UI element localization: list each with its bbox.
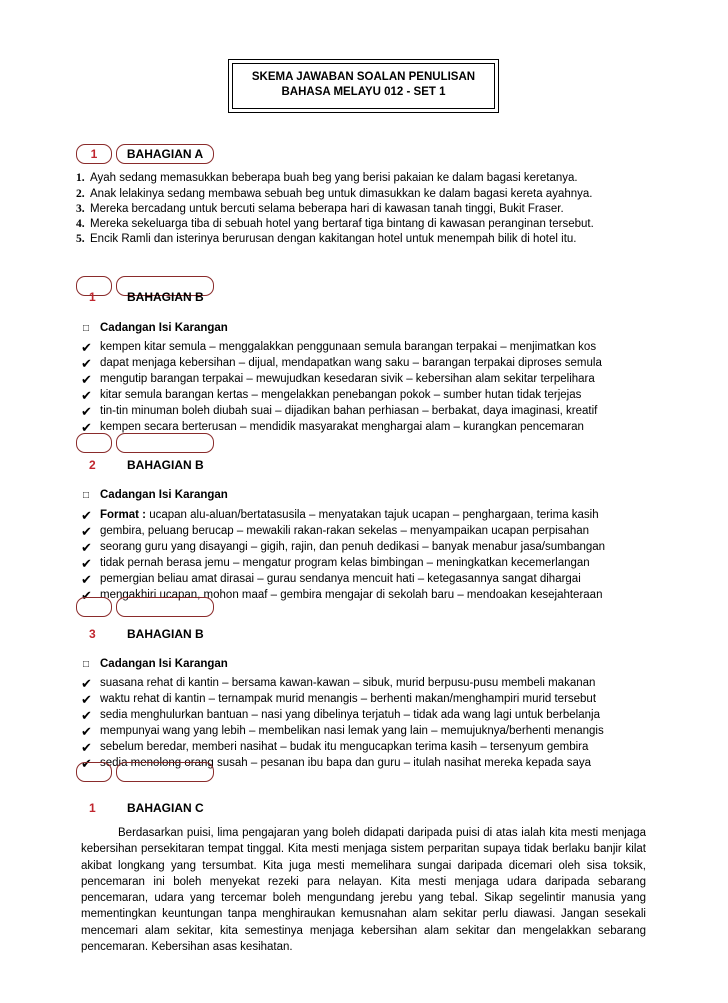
section-b2-format: Format : ucapan alu-aluan/bertatasusila – menyatakan tajuk ucapan – penghargaan, terima kasih (100, 509, 599, 521)
section-b1-item: dapat menjaga kebersihan – dijual, mendapatkan wang saku – barangan terpakai diproses semula (100, 357, 602, 369)
section-b1-item: kempen kitar semula – menggalakkan penggunaan semula barangan terpakai – menjimatkan kos (100, 341, 597, 353)
section-b2-number-box (76, 433, 112, 453)
section-b1-title: BAHAGIAN B (127, 290, 204, 304)
header-inner (232, 63, 495, 109)
section-b2-item: gembira, peluang berucap – mewakili rakan-rakan sekelas – menyampaikan ucapan perpisahan (100, 525, 590, 537)
check-icon: ✔ (81, 388, 92, 403)
section-b1-item: kempen secara berterusan – mendidik masyarakat menghargai alam – kurangkan pencemaran (100, 421, 584, 433)
section-c-title: BAHAGIAN C (127, 801, 204, 815)
section-b3-item: waktu rehat di kantin – ternampak murid menangis – berhenti makan/menghampiri murid tersebut (100, 693, 597, 705)
section-c-title-box (116, 762, 214, 782)
section-c-paragraph: Berdasarkan puisi, lima pengajaran yang boleh didapati daripada puisi di atas ialah kita mesti menjaga kebersihan persekitaran tempat tinggal. Kita mesti menjaga sistem perparitan supaya tidak berlaku banjir kilat akibat longkang yang tersumbat. Kita juga mesti memelihara sungai daripada dicemari oleh sisa toksik, pencemaran ini boleh menyekat rezeki para nelayan. Kita mesti menjaga udara daripada sebarang pencemaran, udara yang tercemar boleh mengundang jerebu yang tebal. Sikap segelintir manusia yang mementingkan keuntungan tanpa menghiraukan kemusnahan alam sekitar perlu diawasi. Jangan sesekali mencemari alam sekitar, kita semestinya menjaga kebersihan alam sekitar dan mengelakkan sebarang pencemaran. Kebersihan asas kesihatan. (81, 827, 646, 954)
section-b3-title-box (116, 597, 214, 617)
section-a-item: 5. Encik Ramli dan isterinya berurusan dengan kakitangan hotel untuk menempah bilik di hotel itu. (76, 233, 577, 245)
check-icon: ✔ (81, 708, 92, 723)
section-b2-title-box (116, 433, 214, 453)
check-icon: ✔ (81, 572, 92, 587)
section-c-number-box (76, 762, 112, 782)
section-b1-item: tin-tin minuman boleh diubah suai – dijadikan bahan perhiasan – berbakat, daya imaginasi, kreatif (100, 405, 598, 417)
header-box (228, 59, 499, 113)
check-icon: ✔ (81, 356, 92, 371)
bullet-icon: □ (83, 490, 90, 501)
section-a-title: BAHAGIAN A (116, 144, 214, 164)
section-b3-number-box (76, 597, 112, 617)
check-icon: ✔ (81, 340, 92, 355)
section-b1-subtitle: Cadangan Isi Karangan (100, 322, 228, 334)
check-icon: ✔ (81, 724, 92, 739)
section-b3-item: sedia menghulurkan bantuan – nasi yang dibelinya terjatuh – tidak ada wang lagi untuk berbelanja (100, 709, 600, 721)
section-b2-item: tidak pernah berasa jemu – mengatur program kelas bimbingan – meningkatkan kecemerlangan (100, 557, 590, 569)
check-icon: ✔ (81, 524, 92, 539)
bullet-icon: □ (83, 323, 90, 334)
check-icon: ✔ (81, 540, 92, 555)
section-a-number: 1 (76, 144, 112, 164)
section-b3-item: suasana rehat di kantin – bersama kawan-kawan – sibuk, murid berpusu-pusu membeli makanan (100, 677, 596, 689)
header-line-2: BAHASA MELAYU 012 - SET 1 (281, 86, 446, 98)
header-line-1: SKEMA JAWABAN SOALAN PENULISAN (251, 71, 476, 83)
check-icon: ✔ (81, 756, 92, 771)
section-b3-item: sedia menolong orang susah – pesanan ibu bapa dan guru – itulah nasihat mereka kepada saya (100, 757, 592, 769)
check-icon: ✔ (81, 508, 92, 523)
section-a-item: 3. Mereka bercadang untuk bercuti selama beberapa hari di kawasan tanah tinggi, Bukit Fraser. (76, 203, 564, 215)
section-b3-number: 3 (89, 627, 96, 641)
check-icon: ✔ (81, 372, 92, 387)
section-a-item: 2. Anak lelakinya sedang membawa sebuah beg untuk dimasukkan ke dalam bagasi kereta ayahnya. (76, 188, 593, 200)
check-icon: ✔ (81, 556, 92, 571)
section-b2-item: pemergian beliau amat dirasai – gurau sendanya mencuit hati – ketegasannya sangat dihargai (100, 573, 581, 585)
section-b2-number: 2 (89, 458, 96, 472)
section-a-item: 4. Mereka sekeluarga tiba di sebuah hotel yang bertaraf tiga bintang di kawasan peranginan tersebut. (76, 218, 594, 230)
section-b1-item: mengutip barangan terpakai – mewujudkan kesedaran sivik – kebersihan alam sekitar terpelihara (100, 373, 595, 385)
check-icon: ✔ (81, 420, 92, 435)
section-b1-item: kitar semula barangan kertas – mengelakkan penebangan pokok – sumber hutan tidak terjejas (100, 389, 582, 401)
check-icon: ✔ (81, 588, 92, 603)
section-b1-number: 1 (89, 290, 96, 304)
bullet-icon: □ (83, 659, 90, 670)
section-b3-item: mempunyai wang yang lebih – membelikan nasi lemak yang lain – memujuknya/berhenti menangis (100, 725, 604, 737)
section-b2-item: mengakhiri ucapan, mohon maaf – gembira mengajar di sekolah baru – mendoakan kesejahteraan (100, 589, 603, 601)
section-a-item: 1. Ayah sedang memasukkan beberapa buah beg yang berisi pakaian ke dalam bagasi keretanya. (76, 172, 578, 184)
section-b3-subtitle: Cadangan Isi Karangan (100, 658, 228, 670)
section-b2-subtitle: Cadangan Isi Karangan (100, 489, 228, 501)
check-icon: ✔ (81, 740, 92, 755)
check-icon: ✔ (81, 692, 92, 707)
section-b2-item: seorang guru yang disayangi – gigih, rajin, dan penuh dedikasi – banyak menabur jasa/sumbangan (100, 541, 606, 553)
check-icon: ✔ (81, 404, 92, 419)
section-b2-title: BAHAGIAN B (127, 458, 204, 472)
section-c-number: 1 (89, 801, 96, 815)
section-b3-item: sebelum beredar, memberi nasihat – budak itu mengucapkan terima kasih – tersenyum gembira (100, 741, 589, 753)
check-icon: ✔ (81, 676, 92, 691)
section-b3-title: BAHAGIAN B (127, 627, 204, 641)
